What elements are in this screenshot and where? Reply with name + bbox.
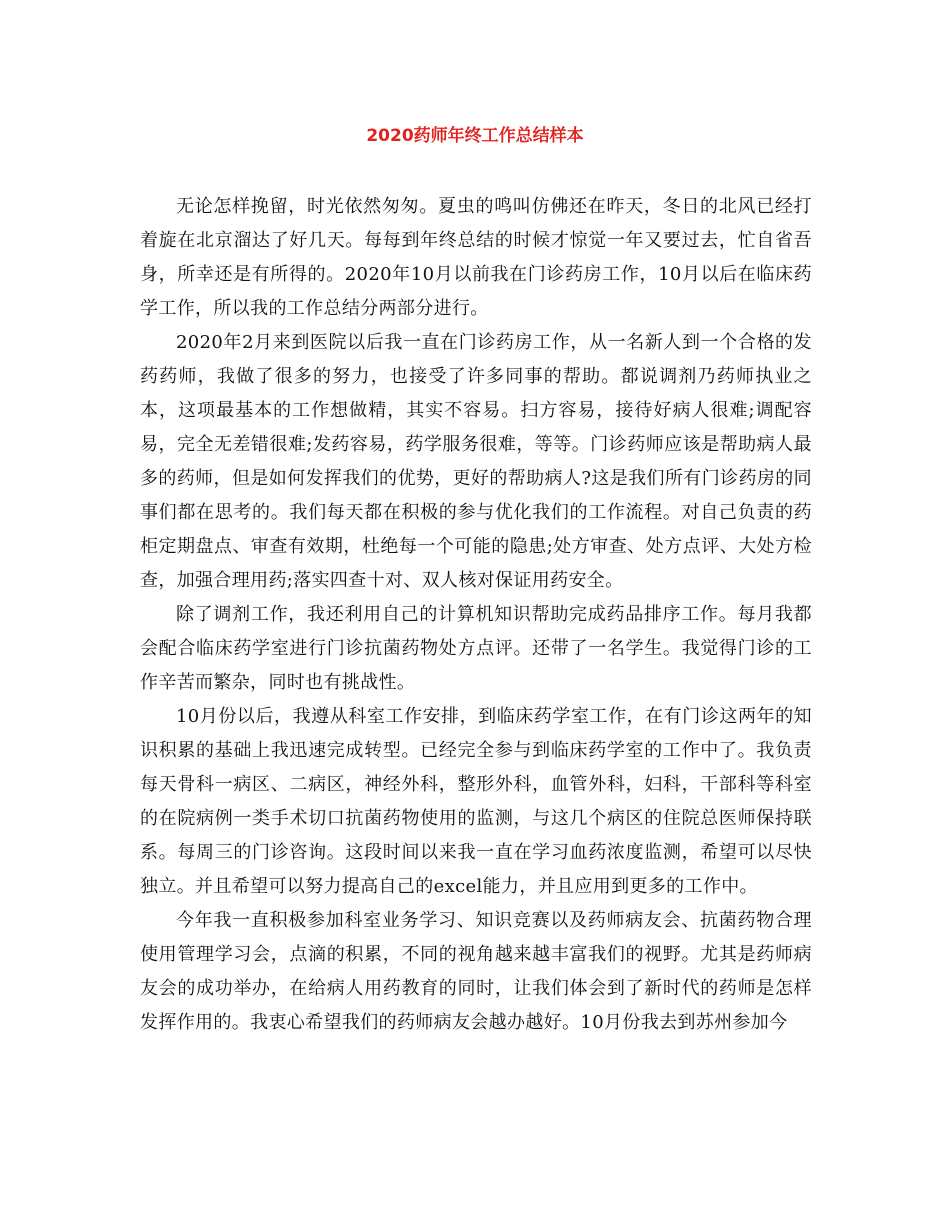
- document-title: 2020药师年终工作总结样本: [366, 126, 584, 146]
- paragraph: 10月份以后，我遵从科室工作安排，到临床药学室工作，在有门诊这两年的知识积累的基础上我迅速完成转型。已经完全参与到临床药学室的工作中了。我负责每天骨科一病区、二病区，神经外科，整形外科，血管外科，妇科，干部科等科室的在院病例一类手术切口抗菌药物使用的监测，与这几个病区的住院总医师保持联系。每周三的门诊咨询。这段时间以来我一直在学习血药浓度监测，希望可以尽快独立。并且希望可以努力提高自己的excel能力，并且应用到更多的工作中。: [140, 706, 812, 897]
- paragraph: 今年我一直积极参加科室业务学习、知识竞赛以及药师病友会、抗菌药物合理使用管理学习会，点滴的积累，不同的视角越来越丰富我们的视野。尤其是药师病友会的成功举办，在给病人用药教育的同时，让我们体会到了新时代的药师是怎样发挥作用的。我衷心希望我们的药师病友会越办越好。10月份我去到苏州参加今: [140, 910, 812, 1033]
- paragraph: 2020年2月来到医院以后我一直在门诊药房工作，从一名新人到一个合格的发药药师，我做了很多的努力，也接受了许多同事的帮助。都说调剂乃药师执业之本，这项最基本的工作想做精，其实不容易。扫方容易，接待好病人很难;调配容易，完全无差错很难;发药容易，药学服务很难，等等。门诊药师应该是帮助病人最多的药师，但是如何发挥我们的优势，更好的帮助病人?这是我们所有门诊药房的同事们都在思考的。我们每天都在积极的参与优化我们的工作流程。对自己负责的药柜定期盘点、审查有效期，杜绝每一个可能的隐患;处方审查、处方点评、大处方检查，加强合理用药;落实四查十对、双人核对保证用药安全。: [140, 332, 812, 591]
- paragraph: 无论怎样挽留，时光依然匆匆。夏虫的鸣叫仿佛还在昨天，冬日的北风已经打着旋在北京溜达了好几天。每每到年终总结的时候才惊觉一年又要过去，忙自省吾身，所幸还是有所得的。2020年10月以前我在门诊药房工作，10月以后在临床药学工作，所以我的工作总结分两部分进行。: [140, 196, 812, 319]
- paragraph: 除了调剂工作，我还利用自己的计算机知识帮助完成药品排序工作。每月我都会配合临床药学室进行门诊抗菌药物处方点评。还带了一名学生。我觉得门诊的工作辛苦而繁杂，同时也有挑战性。: [140, 604, 812, 693]
- document-body: [140, 190, 812, 1040]
